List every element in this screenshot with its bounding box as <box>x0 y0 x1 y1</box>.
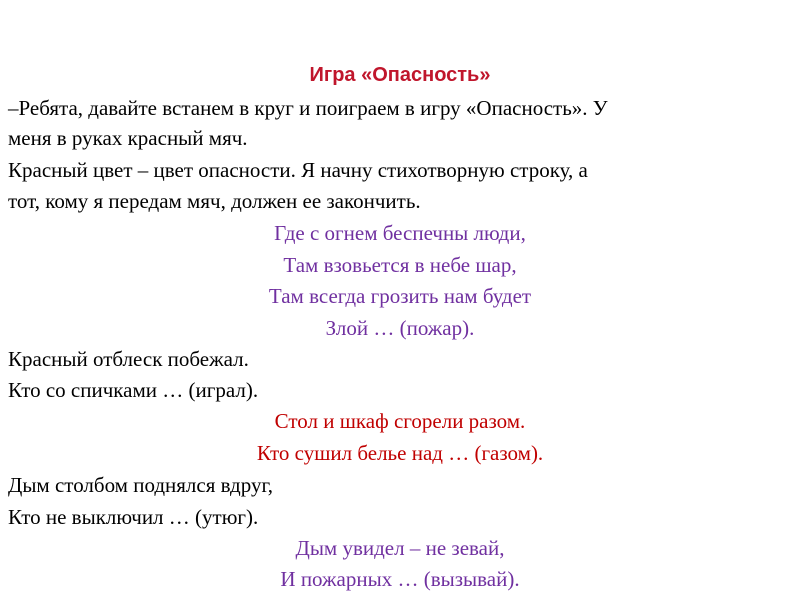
text-line: тот, кому я передам мяч, должен ее закончить. <box>8 189 421 213</box>
text-line: Красный цвет – цвет опасности. Я начну стихотворную строку, а <box>8 158 588 182</box>
slide-title: Игра «Опасность» <box>309 64 491 86</box>
poem-line: Злой … (пожар). <box>325 316 475 340</box>
text-line: Кто не выключил … (утюг). <box>8 505 259 529</box>
text-line: Красный отблеск побежал. <box>8 347 249 371</box>
poem-line: Там взовьется в небе шар, <box>283 253 517 277</box>
poem-line: Дым увидел – не зевай, <box>295 536 505 560</box>
poem-line: Где с огнем беспечны люди, <box>274 221 526 245</box>
text-line: меня в руках красный мяч. <box>8 126 248 150</box>
poem-line: Там всегда грозить нам будет <box>268 284 532 308</box>
poem-line: Кто сушил белье над … (газом). <box>256 441 544 465</box>
text-line: Кто со спичками … (играл). <box>8 378 259 402</box>
text-line: Дым столбом поднялся вдруг, <box>8 473 273 497</box>
text-line: –Ребята, давайте встанем в круг и поиграем в игру «Опасность». У <box>8 96 608 120</box>
poem-line: Стол и шкаф сгорели разом. <box>274 409 526 433</box>
poem-line: И пожарных … (вызывай). <box>280 567 520 591</box>
